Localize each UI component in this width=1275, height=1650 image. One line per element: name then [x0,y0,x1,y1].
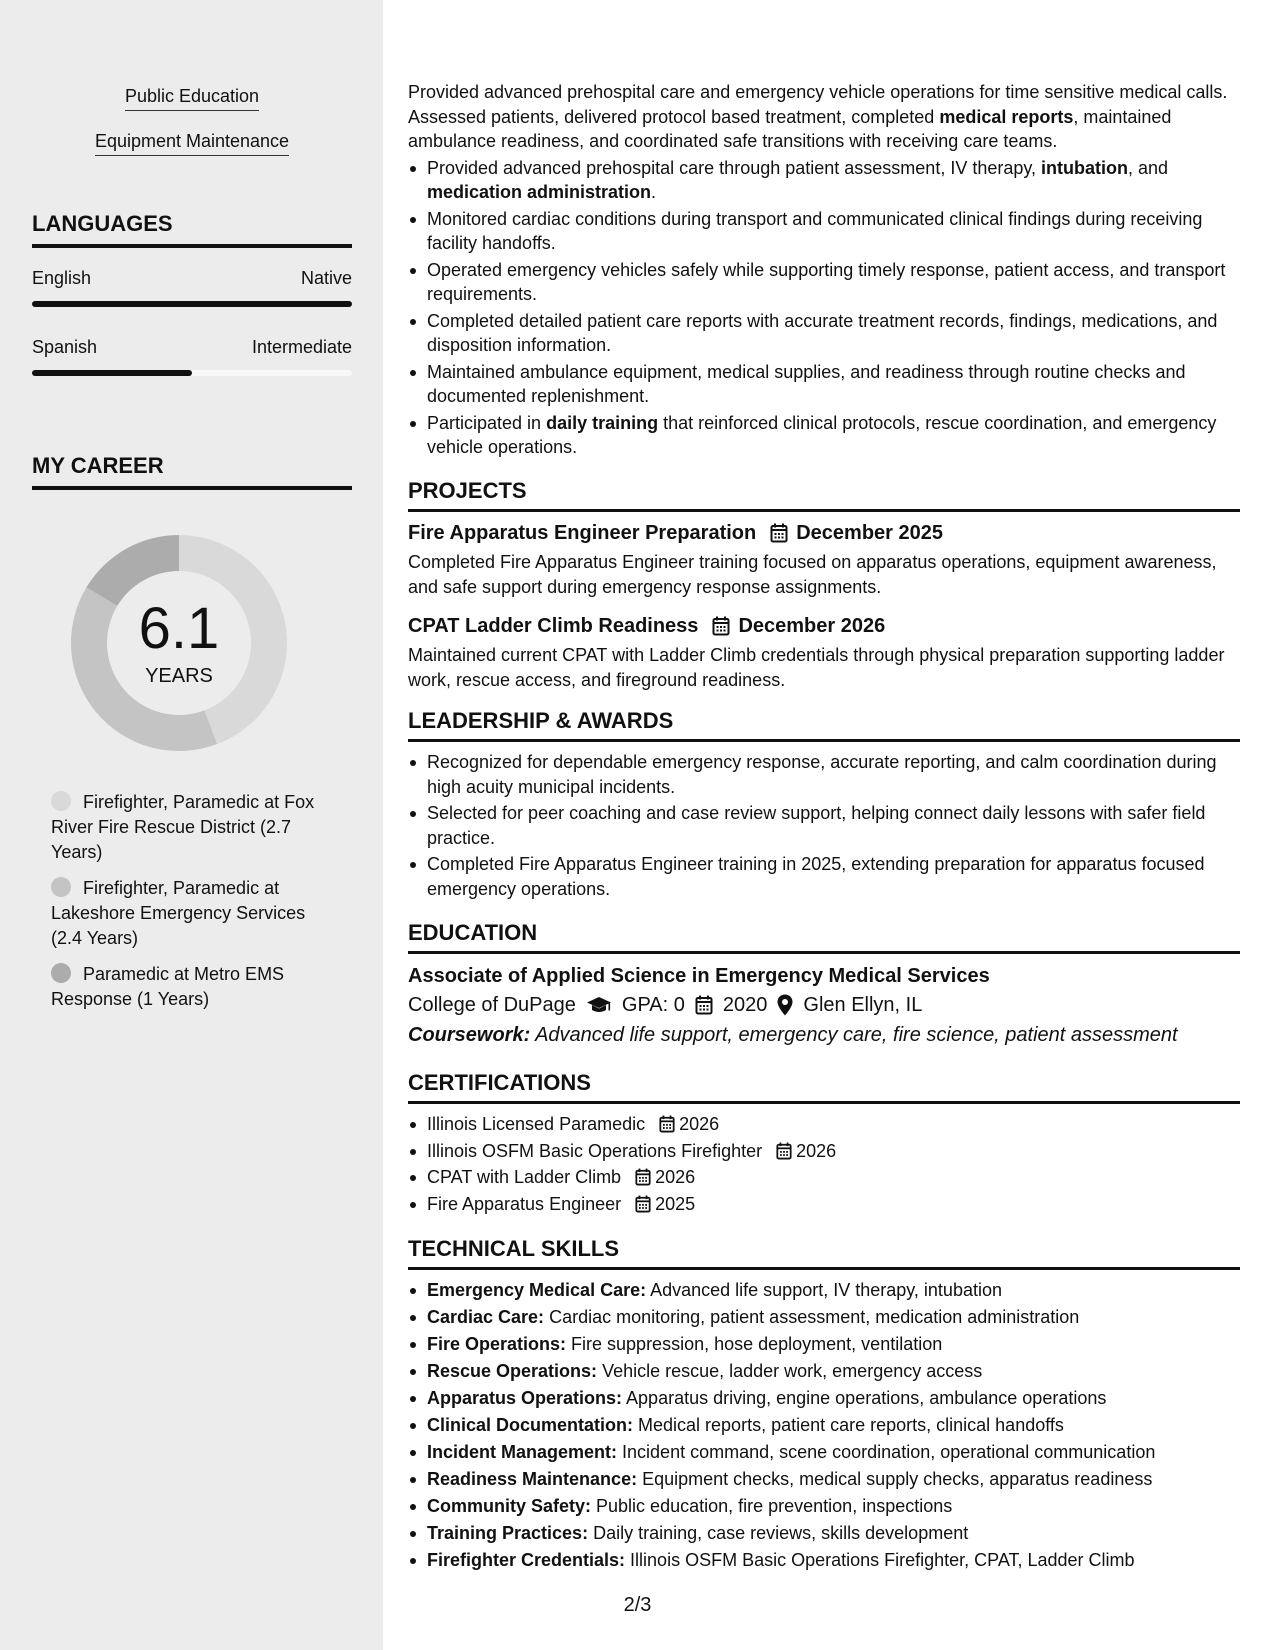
language-bar [32,301,352,307]
skill-tag: Public Education [125,86,259,111]
page-number: 2/3 [623,1594,652,1616]
location-pin-icon [777,994,793,1016]
list-item: Rescue Operations: Vehicle rescue, ladder work, emergency access [408,1359,1240,1384]
career-unit: YEARS [145,665,213,687]
career-heading: MY CAREER [32,453,352,490]
experience-bullets [408,156,1240,460]
language-level: Native [300,268,352,288]
projects-section [408,478,1240,692]
calendar-icon [635,1195,651,1213]
career-label: Firefighter, Paramedic at Fox River Fire Rescue District (2.7 Years) [51,792,315,862]
list-item: Cardiac Care: Cardiac monitoring, patient assessment, medication administration [408,1305,1240,1330]
skills-list [408,1278,1240,1573]
language-bar [32,370,352,376]
certifications-section [408,1070,1240,1218]
language-bar-fill [32,301,352,307]
skill-tag: Equipment Maintenance [95,131,289,156]
list-item: Emergency Medical Care: Advanced life support, IV therapy, intubation [408,1278,1240,1303]
education-meta [408,990,1240,1020]
section-heading: TECHNICAL SKILLS [408,1236,1240,1270]
project-description: Completed Fire Apparatus Engineer training focused on apparatus operations, equipment awareness, and safe support during emergency response assignments. [408,552,1217,597]
project-title [408,520,1240,546]
list-item: Clinical Documentation: Medical reports, patient care reports, clinical handoffs [408,1413,1240,1438]
list-item: Operated emergency vehicles safely while supporting timely response, patient access, and transport requirements. [408,258,1240,307]
language-bar-fill [32,370,192,376]
summary-bold: medical reports [939,106,1074,127]
certifications-list [408,1112,1240,1216]
list-item: Illinois Licensed Paramedic 2026 [408,1112,1240,1137]
project-date: December 2026 [738,615,886,637]
list-item: Fire Operations: Fire suppression, hose deployment, ventilation [408,1332,1240,1357]
graduation-cap-icon [586,995,612,1015]
coursework [408,1020,1240,1050]
language-english [32,268,352,307]
leadership-list [408,750,1240,901]
list-item: Maintained ambulance equipment, medical supplies, and readiness through routine checks and documented replenishment. [408,360,1240,409]
technical-skills-section [408,1236,1240,1575]
summary-text: Provided advanced prehospital care and emergency vehicle operations for time sensitive medical calls. Assessed patients, delivered protocol based treatment, completed [408,82,1228,127]
list-item: Firefighter Credentials: Illinois OSFM Basic Operations Firefighter, CPAT, Ladder Climb [408,1548,1240,1573]
list-item: Illinois OSFM Basic Operations Firefighter 2026 [408,1139,1240,1164]
career-legend-item [51,876,331,951]
graduation-year: 2020 [722,994,768,1016]
gpa: GPA: 0 [621,994,685,1016]
language-spanish [32,337,352,376]
list-item: Participated in daily training that reinforced clinical protocols, rescue coordination, and emergency vehicle operations. [408,411,1240,460]
summary-paragraph [408,80,1240,154]
list-item: Provided advanced prehospital care through patient assessment, IV therapy, intubation, and medication administration. [408,156,1240,205]
section-heading: LEADERSHIP & AWARDS [408,708,1240,742]
calendar-icon [776,1142,792,1160]
language-name: English [32,268,92,288]
legend-dot [51,791,71,811]
calendar-icon [712,616,730,636]
languages-heading: LANGUAGES [32,211,352,248]
list-item: Monitored cardiac conditions during transport and communicated clinical findings during receiving facility handoffs. [408,207,1240,256]
calendar-icon [659,1115,675,1133]
school-location: Glen Ellyn, IL [803,994,923,1016]
list-item: Fire Apparatus Engineer 2025 [408,1192,1240,1217]
section-heading: EDUCATION [408,920,1240,954]
list-item: Incident Management: Incident command, scene coordination, operational communication [408,1440,1240,1465]
career-legend [51,790,331,1023]
project-title [408,613,1240,639]
calendar-icon [635,1168,651,1186]
experience-summary [408,80,1240,462]
main-content [408,0,1240,1650]
sidebar [0,0,383,1650]
legend-dot [51,877,71,897]
school-name: College of DuPage [408,994,576,1016]
section-heading: CERTIFICATIONS [408,1070,1240,1104]
language-name: Spanish [32,337,98,357]
project-name: CPAT Ladder Climb Readiness [408,615,699,637]
list-item: Recognized for dependable emergency response, accurate reporting, and calm coordination during high acuity municipal incidents. [408,750,1240,799]
list-item: Readiness Maintenance: Equipment checks, medical supply checks, apparatus readiness [408,1467,1240,1492]
section-heading: PROJECTS [408,478,1240,512]
leadership-section [408,708,1240,903]
list-item: Completed detailed patient care reports with accurate treatment records, findings, medications, and disposition information. [408,309,1240,358]
education-section [408,920,1240,1050]
degree-title: Associate of Applied Science in Emergency Medical Services [408,965,990,987]
list-item: CPAT with Ladder Climb 2026 [408,1165,1240,1190]
career-total: 6.1 [138,596,220,661]
list-item: Completed Fire Apparatus Engineer training in 2025, extending preparation for apparatus focused emergency operations. [408,852,1240,901]
career-legend-item [51,962,331,1012]
list-item: Training Practices: Daily training, case reviews, skills development [408,1521,1240,1546]
career-legend-item [51,790,331,865]
list-item: Apparatus Operations: Apparatus driving, engine operations, ambulance operations [408,1386,1240,1411]
list-item: Community Safety: Public education, fire prevention, inspections [408,1494,1240,1519]
legend-dot [51,963,71,983]
project-name: Fire Apparatus Engineer Preparation [408,522,757,544]
language-level: Intermediate [251,337,352,357]
skill-tags [32,86,352,176]
summary-text: , maintained ambulance readiness, and coordinated safe transitions with receiving care teams. [408,106,1172,151]
calendar-icon [695,995,713,1015]
project-date: December 2025 [796,522,944,544]
career-label: Firefighter, Paramedic at Lakeshore Emergency Services (2.4 Years) [51,878,306,948]
list-item: Selected for peer coaching and case review support, helping connect daily lessons with safer field practice. [408,801,1240,850]
calendar-icon [770,523,788,543]
career-label: Paramedic at Metro EMS Response (1 Years) [51,964,285,1009]
project-description: Maintained current CPAT with Ladder Climb credentials through physical preparation supporting ladder work, rescue access, and fireground readiness. [408,645,1225,690]
coursework-text: Advanced life support, emergency care, fire science, patient assessment [530,1024,1178,1046]
coursework-label: Coursework: [408,1024,531,1046]
